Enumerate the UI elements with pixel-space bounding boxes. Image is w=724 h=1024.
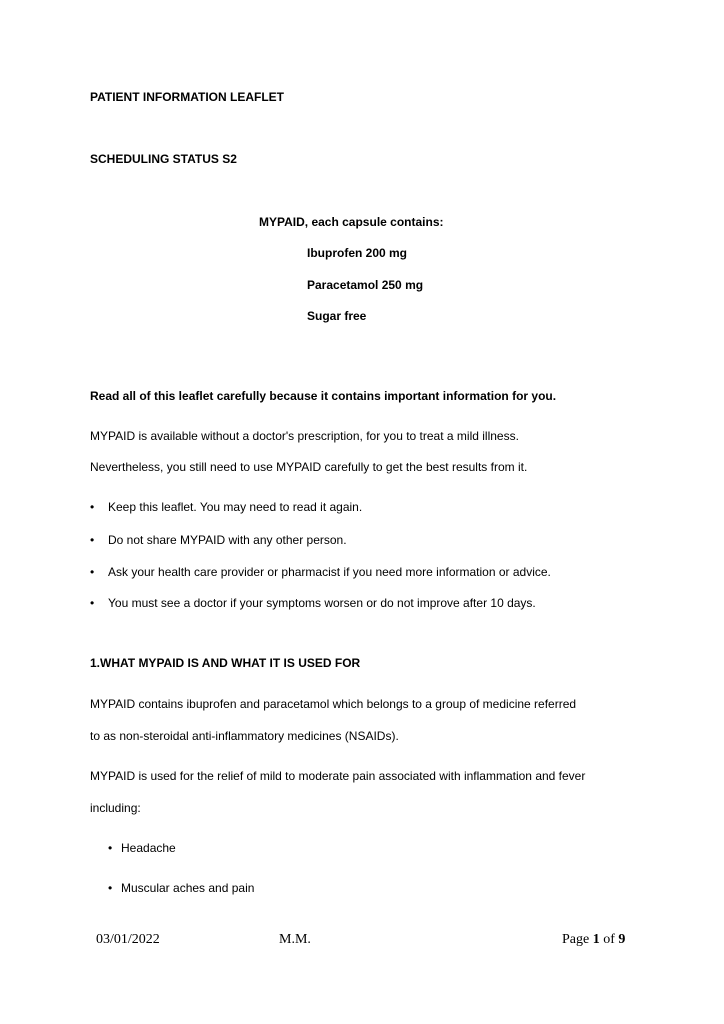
scheduling-status: SCHEDULING STATUS S2 — [90, 152, 237, 166]
sugar-free-note: Sugar free — [307, 309, 367, 323]
bullet-marker: • — [90, 596, 95, 610]
composition-heading: MYPAID, each capsule contains: — [259, 215, 444, 229]
read-leaflet-warning: Read all of this leaflet carefully because it contains important information for you. — [90, 389, 557, 403]
bullet-marker: • — [90, 500, 95, 514]
bullet-marker: • — [90, 533, 95, 547]
section-1-paragraph-1-line-2: to as non-steroidal anti-inflammatory medicines (NSAIDs). — [90, 729, 399, 743]
section-1-paragraph-2-line-1: MYPAID is used for the relief of mild to moderate pain associated with inflammation and fever — [90, 769, 586, 783]
section-1-paragraph-1-line-1: MYPAID contains ibuprofen and paracetamol which belongs to a group of medicine referred — [90, 697, 577, 711]
page-of: of — [599, 932, 619, 947]
section-1-heading: 1.WHAT MYPAID IS AND WHAT IT IS USED FOR — [90, 656, 361, 670]
page-prefix: Page — [562, 932, 593, 947]
page-current: 1 — [592, 932, 600, 947]
footer-initials: M.M. — [279, 932, 311, 947]
intro-paragraph-1: MYPAID is available without a doctor's prescription, for you to treat a mild illness. — [90, 429, 519, 443]
leaflet-title: PATIENT INFORMATION LEAFLET — [90, 90, 284, 104]
intro-paragraph-2: Nevertheless, you still need to use MYPAID carefully to get the best results from it. — [90, 460, 528, 474]
footer-page-number — [562, 932, 625, 948]
page-total: 9 — [618, 932, 626, 947]
list-item: Headache — [121, 841, 176, 855]
bullet-marker: • — [90, 565, 95, 579]
footer-date: 03/01/2022 — [96, 932, 160, 947]
section-1-paragraph-2-line-2: including: — [90, 801, 141, 815]
bullet-marker: • — [108, 841, 113, 855]
ingredient-paracetamol: Paracetamol 250 mg — [307, 278, 424, 292]
ingredient-ibuprofen: Ibuprofen 200 mg — [307, 246, 408, 260]
list-item: Ask your health care provider or pharmacist if you need more information or advice. — [108, 565, 551, 579]
list-item: Keep this leaflet. You may need to read it again. — [108, 500, 363, 514]
bullet-marker: • — [108, 881, 113, 895]
list-item: You must see a doctor if your symptoms worsen or do not improve after 10 days. — [108, 596, 536, 610]
list-item: Do not share MYPAID with any other person. — [108, 533, 347, 547]
list-item: Muscular aches and pain — [121, 881, 255, 895]
